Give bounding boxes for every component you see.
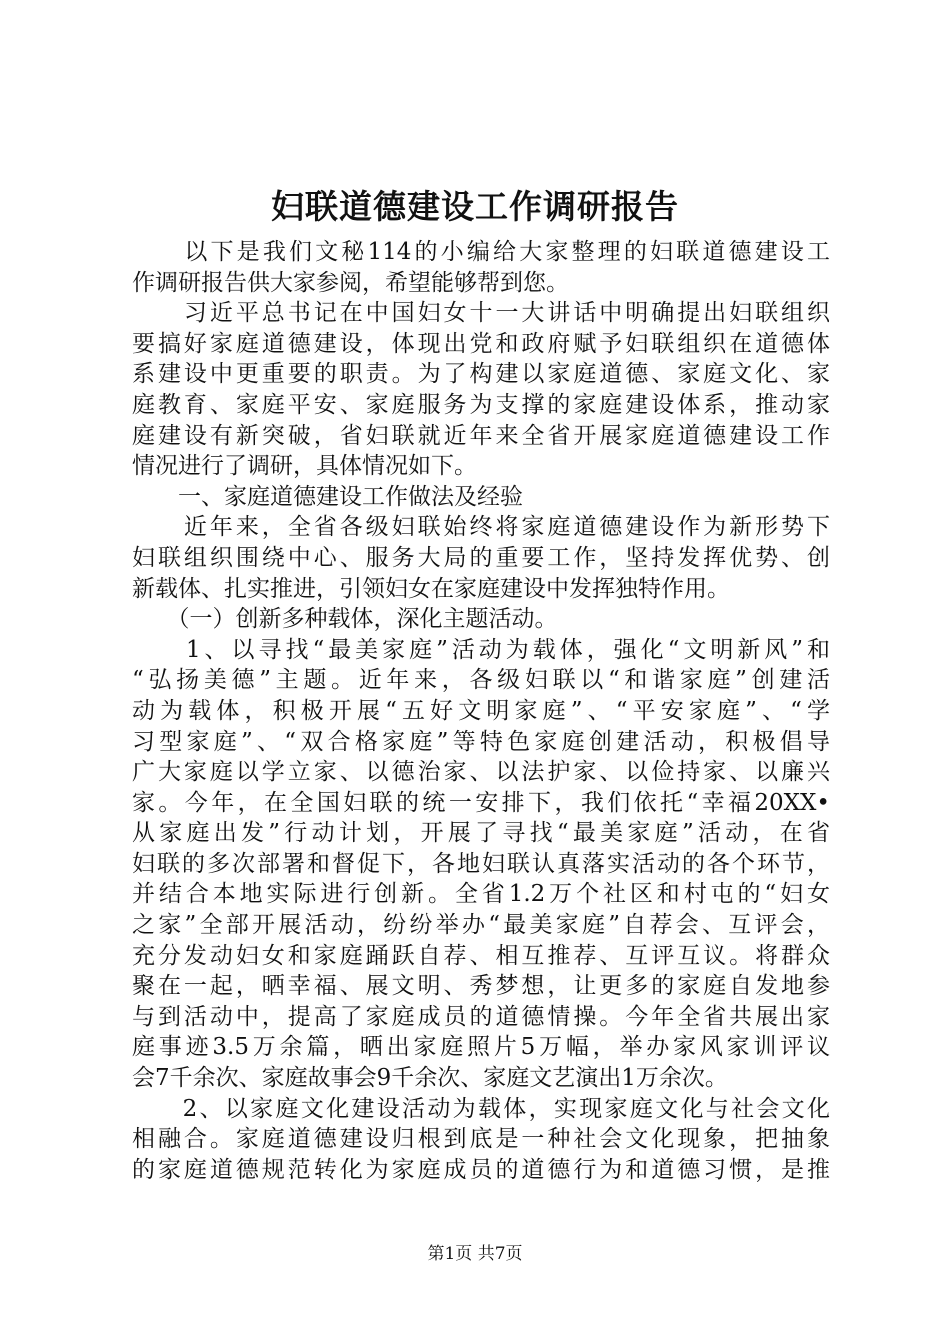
body-text-line: 之家”全部开展活动，纷纷举办“最美家庭”自荐会、互评会， [132,912,830,939]
body-text-line: 动为载体，积极开展“五好文明家庭”、“平安家庭”、“学 [132,697,830,724]
body-text-line: “弘扬美德”主题。近年来，各级妇联以“和谐家庭”创建活 [132,667,830,694]
body-text-line: 与到活动中，提高了家庭成员的道德情操。今年全省共展出家 [132,1003,830,1030]
body-text-line: 庭事迹3.5万余篇，晒出家庭照片5万幅，举办家风家训评议 [132,1034,830,1061]
body-text-line: 相融合。家庭道德建设归根到底是一种社会文化现象，把抽象 [132,1126,830,1153]
body-text-line: 一、家庭道德建设工作做法及经验 [132,483,523,510]
page-footer: 第1页 共7页 [427,1244,523,1264]
body-text-line: 充分发动妇女和家庭踊跃自荐、相互推荐、互评互议。将群众 [132,942,830,969]
body-text-line: 作调研报告供大家参阅，希望能够帮到您。 [132,269,569,296]
body-text-line: 的家庭道德规范转化为家庭成员的道德行为和道德习惯，是推 [132,1156,830,1183]
body-text-line: 要搞好家庭道德建设，体现出党和政府赋予妇联组织在道德体 [132,330,830,357]
body-text-line: 会7千余次、家庭故事会9千余次、家庭文艺演出1万余次。 [132,1065,728,1092]
document-title: 妇联道德建设工作调研报告 [271,187,679,226]
body-text-line: 家。今年，在全国妇联的统一安排下，我们依托“幸福20XX• [132,789,830,816]
body-text-line: 1、以寻找“最美家庭”活动为载体，强化“文明新风”和 [132,636,830,663]
body-text-line: 广大家庭以学立家、以德治家、以法护家、以俭持家、以廉兴 [132,759,830,786]
body-text-line: 系建设中更重要的职责。为了构建以家庭道德、家庭文化、家 [132,361,830,388]
body-text-line: 近年来，全省各级妇联始终将家庭道德建设作为新形势下 [132,514,830,541]
body-text-line: 新载体、扎实推进，引领妇女在家庭建设中发挥独特作用。 [132,575,730,602]
body-text-line: 习型家庭”、“双合格家庭”等特色家庭创建活动，积极倡导 [132,728,830,755]
body-text-line: 并结合本地实际进行创新。全省1.2万个社区和村屯的“妇女 [132,881,830,908]
body-text-line: 以下是我们文秘114的小编给大家整理的妇联道德建设工 [132,239,830,265]
body-text-line: 庭教育、家庭平安、家庭服务为支撑的家庭建设体系，推动家 [132,391,830,418]
body-text-line: （一）创新多种载体，深化主题活动。 [132,606,558,633]
document-body [132,237,830,1185]
body-text-line: 聚在一起，晒幸福、展文明、秀梦想，让更多的家庭自发地参 [132,973,830,1000]
body-text-line: 习近平总书记在中国妇女十一大讲话中明确提出妇联组织 [132,300,830,327]
body-text-line: 庭建设有新突破，省妇联就近年来全省开展家庭道德建设工作 [132,422,830,449]
body-text-line: 妇联组织围绕中心、服务大局的重要工作，坚持发挥优势、创 [132,544,830,571]
body-text-line: 妇联的多次部署和督促下，各地妇联认真落实活动的各个环节， [132,850,830,877]
body-text-line: 情况进行了调研，具体情况如下。 [132,453,477,480]
body-text-line: 从家庭出发”行动计划，开展了寻找“最美家庭”活动，在省 [132,820,830,847]
body-text-line: 2、以家庭文化建设活动为载体，实现家庭文化与社会文化 [132,1095,830,1122]
